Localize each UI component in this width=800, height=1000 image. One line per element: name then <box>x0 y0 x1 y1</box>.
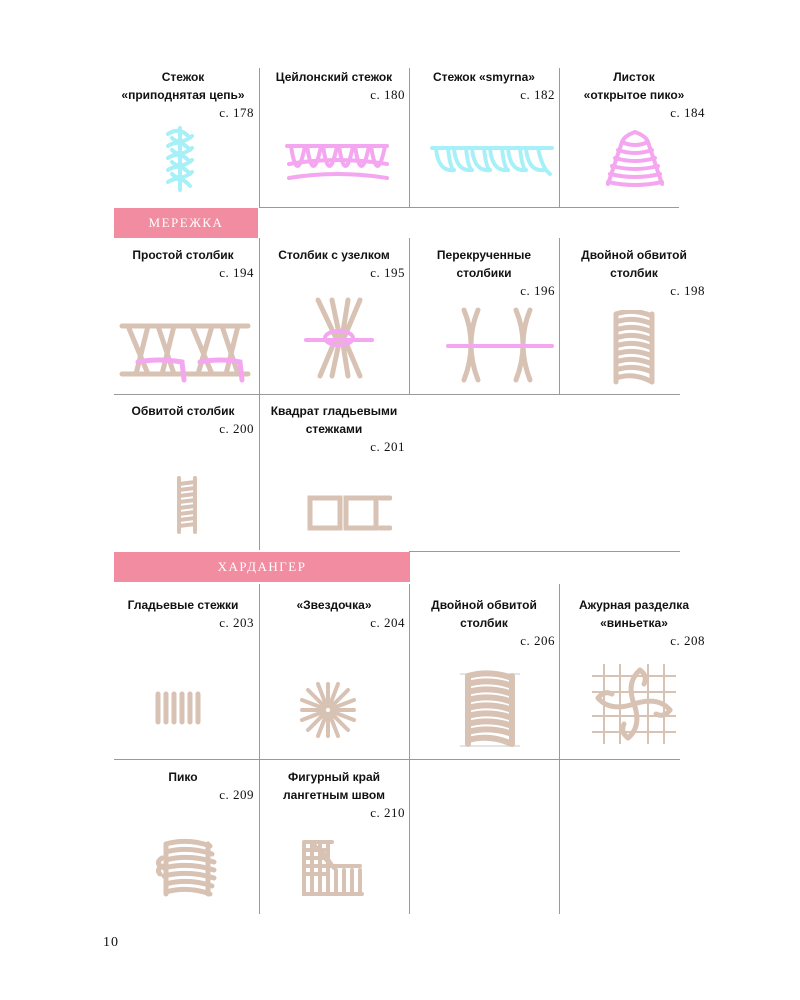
grid-line <box>409 584 410 914</box>
stitch-card[interactable] <box>261 68 407 104</box>
ceylon-stitch-icon <box>283 134 391 190</box>
vignette-openwork-icon <box>590 662 678 746</box>
stitch-page: с. 200 <box>219 421 254 436</box>
stitch-title: Квадрат гладьевыми стежками <box>270 404 398 436</box>
section-band-hardanger: ХАРДАНГЕР <box>114 552 410 582</box>
stitch-card[interactable] <box>561 246 707 300</box>
picot-icon <box>156 838 220 900</box>
stitch-card[interactable] <box>411 68 557 104</box>
smyrna-stitch-icon <box>428 138 556 180</box>
stitch-title: Столбик с узелком <box>278 248 390 262</box>
stitch-card[interactable] <box>261 596 407 632</box>
stitch-card[interactable] <box>110 596 256 632</box>
grid-line <box>559 238 560 394</box>
knotted-bar-icon <box>302 296 376 380</box>
stitch-card[interactable] <box>561 596 707 650</box>
grid-line <box>409 551 680 552</box>
stitch-page: с. 196 <box>520 283 555 298</box>
twisted-bars-icon <box>444 306 556 384</box>
grid-line <box>259 584 260 914</box>
raised-chain-icon <box>160 124 200 194</box>
stitch-page: с. 184 <box>670 105 705 120</box>
grid-line <box>114 759 680 760</box>
stitch-page: с. 201 <box>370 439 405 454</box>
stitch-title: Стежок «smyrna» <box>433 70 535 84</box>
stitch-title: Цейлонский стежок <box>275 70 393 84</box>
stitch-card[interactable] <box>261 246 407 282</box>
stitch-title: Гладьевые стежки <box>127 598 239 612</box>
stitch-page: с. 178 <box>219 105 254 120</box>
wrapped-bar-icon <box>175 476 199 534</box>
star-stitch-icon <box>298 680 358 740</box>
stitch-title: Стежок «приподнятая цепь» <box>121 70 245 102</box>
stitch-card[interactable] <box>261 768 407 822</box>
stitch-title: Листок «открытое пико» <box>583 70 685 102</box>
stitch-card[interactable] <box>411 596 557 650</box>
double-wrapped-bar-icon <box>460 668 520 752</box>
stitch-page: с. 208 <box>670 633 705 648</box>
stitch-card[interactable] <box>411 246 557 300</box>
double-wrapped-bar-icon <box>610 310 658 386</box>
stitch-title: Ажурная разделка «виньетка» <box>579 598 689 630</box>
grid-line <box>559 68 560 208</box>
stitch-title: Обвитой столбик <box>131 404 235 418</box>
stitch-page: с. 210 <box>370 805 405 820</box>
page-number: 10 <box>103 935 119 950</box>
stitch-page: с. 194 <box>219 265 254 280</box>
simple-bar-icon <box>118 318 252 390</box>
stitch-card[interactable] <box>561 68 707 122</box>
grid-line <box>409 238 410 394</box>
stitch-card[interactable] <box>110 246 256 282</box>
stitch-title: Фигурный край лангетным швом <box>283 770 385 802</box>
open-picot-leaf-icon <box>604 128 666 190</box>
grid-line <box>559 584 560 914</box>
stitch-page: с. 180 <box>370 87 405 102</box>
grid-line <box>409 68 410 208</box>
stitch-title: Двойной обвитой столбик <box>431 598 537 630</box>
stitch-page: с. 203 <box>219 615 254 630</box>
section-band-merezhka: МЕРЕЖКА <box>114 208 258 238</box>
stitch-card[interactable] <box>110 768 256 804</box>
grid-line <box>259 68 260 208</box>
stitch-card[interactable] <box>110 68 256 122</box>
stitch-page: с. 182 <box>520 87 555 102</box>
stitch-title: «Звездочка» <box>296 598 372 612</box>
stitch-page: с. 204 <box>370 615 405 630</box>
stitch-title: Простой столбик <box>132 248 234 262</box>
stitch-title: Пико <box>168 770 198 784</box>
grid-line <box>259 207 679 208</box>
stitch-page: с. 195 <box>370 265 405 280</box>
stitch-page: с. 206 <box>520 633 555 648</box>
stitch-page: с. 209 <box>219 787 254 802</box>
stitch-title: Перекрученные столбики <box>436 248 532 280</box>
grid-line <box>114 394 680 395</box>
satin-stitches-icon <box>154 690 202 726</box>
stitch-page: с. 198 <box>670 283 705 298</box>
satin-square-icon <box>306 492 392 534</box>
stitch-title: Двойной обвитой столбик <box>581 248 687 280</box>
stitch-card[interactable] <box>261 402 407 456</box>
stitch-card[interactable] <box>110 402 256 438</box>
buttonhole-edge-icon <box>298 838 366 898</box>
